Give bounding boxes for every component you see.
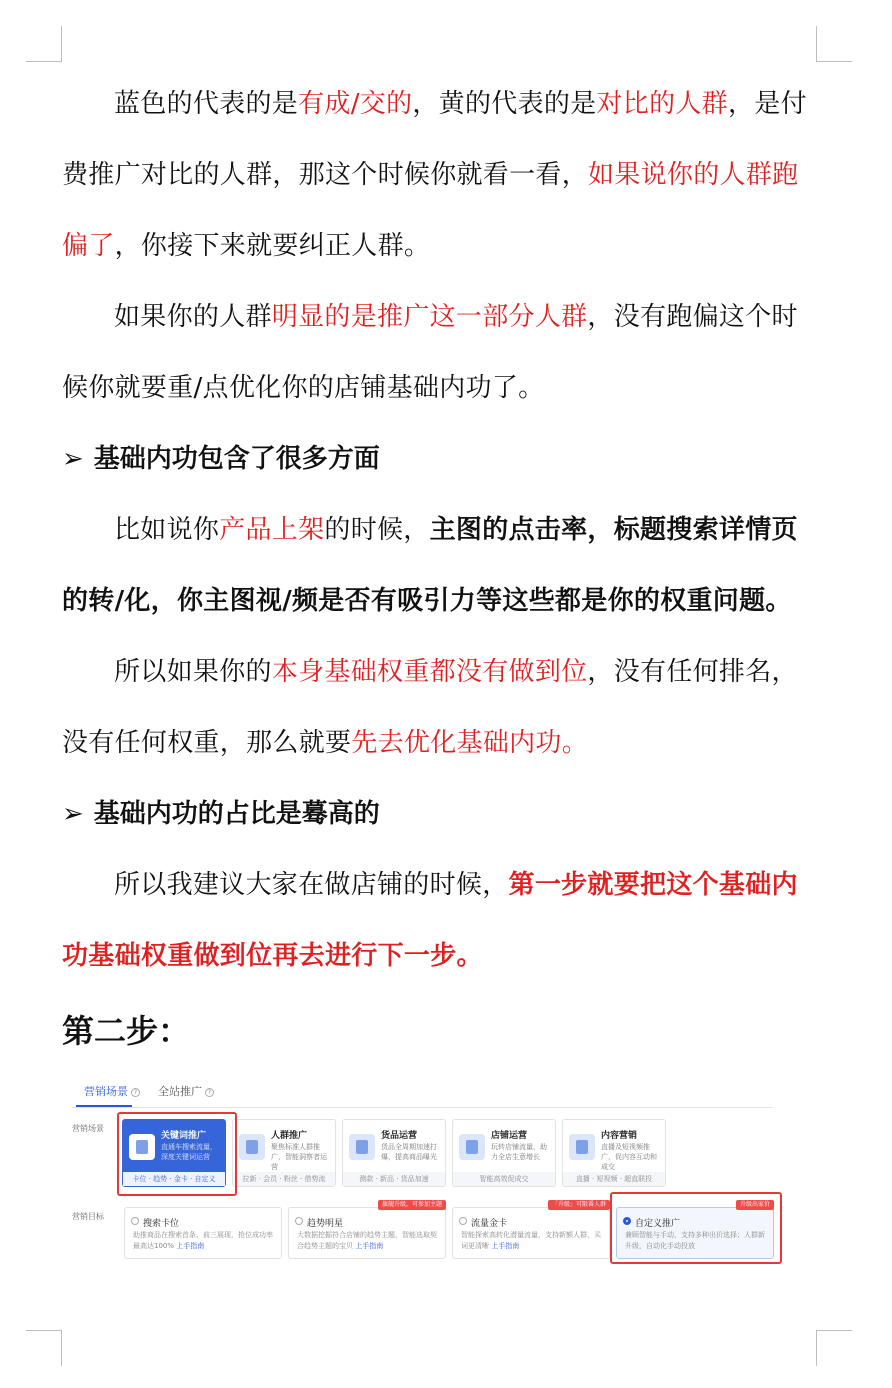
crop-mark-top-left	[26, 26, 62, 62]
text-run: 第一步就要把这个基础内功基础权重做到位再去进行下一步。	[62, 870, 798, 971]
card-store[interactable]: 店铺运营 玩转店铺流量，助力全店生意增长 智能高效促成交	[452, 1119, 556, 1187]
store-icon	[459, 1134, 485, 1160]
text-run: ，是付费推广对比的人群，那这个时候你就看一看，	[62, 89, 807, 190]
heading-2: ➢ 基础内功的占比是蓦高的	[62, 779, 822, 850]
text-run: 本身基础权重都没有做到位	[271, 657, 588, 687]
paragraph-4	[62, 637, 822, 779]
paragraph-5	[62, 850, 822, 992]
tab-underline	[76, 1105, 132, 1107]
arrow-bullet-icon: ➢	[62, 444, 84, 474]
card-keyword[interactable]: 关键词推广 直通车搜索流量，深度关键词运营 卡位 · 趋势 · 金卡 · 自定义	[122, 1119, 226, 1187]
upgrade-badge: 「升级」可限番人群	[548, 1200, 610, 1210]
row-label-goal: 营销目标	[72, 1212, 104, 1221]
help-icon: ?	[131, 1088, 140, 1097]
goal-search-slot[interactable]: 搜索卡位 助推商品在搜索首条、前三展现，抢位成功率最高达100% 上手指南	[124, 1207, 282, 1259]
upgrade-badge: 升级出家价	[736, 1200, 774, 1210]
goal-trend-star[interactable]: 旗舰升级，可参加主题 趋势明星 大数据挖掘符合店铺的趋势主题，智能选取契合趋势主题的宝贝 上手指南	[288, 1207, 446, 1259]
embedded-screenshot	[72, 1075, 792, 1275]
text-run: 所以如果你的	[114, 657, 272, 687]
card-content[interactable]: 内容营销 直播及短视频推广，促内容互动和成交 直播 · 短视频 · 超直联投	[562, 1119, 666, 1187]
paragraph-2	[62, 282, 822, 424]
highlight-box-keyword	[117, 1112, 237, 1196]
text-run: 有成/交的	[298, 89, 413, 119]
tab-marketing-scene[interactable]: 营销场景 ?	[84, 1083, 140, 1099]
text-run: 如果说你的人群跑偏了	[62, 160, 799, 261]
tab-divider	[72, 1107, 772, 1108]
tab-full-site[interactable]: 全站推广 ?	[158, 1083, 214, 1099]
paragraph-1	[62, 69, 822, 282]
highlight-box-custom	[610, 1192, 782, 1264]
screenshot-tabs	[80, 1077, 780, 1107]
text-run: 主图的点击率，标题搜索详情页的转/化，你主图视/频是否有吸引力等这些都是你的权重问题。	[62, 515, 798, 616]
text-run: 明显的是推广这一部分人群	[271, 302, 588, 332]
text-run: 的时候，	[324, 515, 430, 545]
card-goods[interactable]: 货品运营 货品全周期加速打爆，提高商品曝光 测款 · 新品 · 货品加速	[342, 1119, 446, 1187]
step-title: 第二步：	[62, 1012, 191, 1050]
goal-traffic-gold[interactable]: 「升级」可限番人群 流量金卡 智能探索高转化潜量流量，支持新额人群，买词更清晰 上手指南	[452, 1207, 610, 1259]
text-run: 先去优化基础内功。	[351, 728, 589, 758]
text-run: 所以我建议大家在做店铺的时候，	[114, 870, 509, 900]
text-run: 比如说你	[114, 515, 220, 545]
radio-icon	[295, 1217, 303, 1225]
radio-icon	[459, 1217, 467, 1225]
text-run: 蓝色的代表的是	[114, 89, 299, 119]
video-icon	[569, 1134, 595, 1160]
paragraph-3	[62, 495, 822, 637]
row-label-scene: 营销场景	[72, 1124, 104, 1133]
guide-link[interactable]: 上手指南	[355, 1242, 384, 1250]
text-run: 如果你的人群	[114, 302, 272, 332]
cube-icon	[239, 1134, 265, 1160]
text-run: ，你接下来就要纠正人群。	[114, 231, 431, 261]
text-run: 产品上架	[219, 515, 325, 545]
crop-mark-bottom-left	[26, 1330, 62, 1366]
arrow-bullet-icon: ➢	[62, 799, 84, 829]
guide-link[interactable]: 上手指南	[491, 1242, 520, 1250]
help-icon: ?	[205, 1088, 214, 1097]
text-run: ，没有跑偏这个时候你就要重/点优化你的店铺基础内功了。	[62, 302, 798, 403]
crop-mark-bottom-right	[816, 1330, 852, 1366]
crop-mark-top-right	[816, 26, 852, 62]
upgrade-badge: 旗舰升级，可参加主题	[378, 1200, 446, 1210]
document-body	[62, 69, 822, 1066]
card-crowd[interactable]: 人群推广 聚焦标准人群推广，智能洞察者运营 拉新 · 会员 · 粉丝 · 借势流	[232, 1119, 336, 1187]
goal-custom[interactable]: 升级出家价 自定义推广 兼顾智能与手动，支持多种出价选择；人群新升级，自动化手动投放	[616, 1207, 774, 1259]
text-run: ，黄的代表的是	[412, 89, 597, 119]
text-run: ，没有任何排名，没有任何权重，那么就要	[62, 657, 798, 758]
box-icon	[349, 1134, 375, 1160]
guide-link[interactable]: 上手指南	[176, 1242, 205, 1250]
radio-icon	[131, 1217, 139, 1225]
heading-1: ➢ 基础内功包含了很多方面	[62, 424, 822, 495]
text-run: 对比的人群	[596, 89, 728, 119]
